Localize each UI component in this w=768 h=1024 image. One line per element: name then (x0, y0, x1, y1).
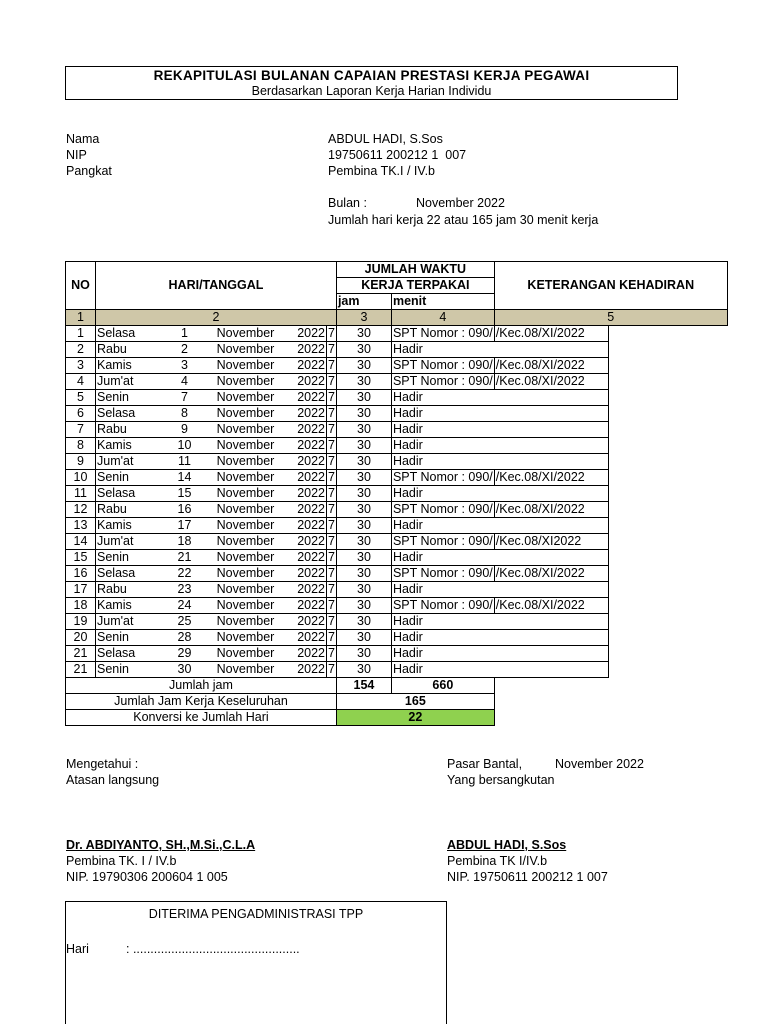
pegawai-pangkat: Pembina TK I/IV.b (447, 854, 548, 868)
row-tanggal: 4 (168, 374, 202, 390)
row-keterangan: SPT Nomor : 090/ (392, 374, 493, 388)
table-row (66, 342, 728, 358)
row-tanggal: 14 (168, 470, 202, 486)
row-jam: 7 (328, 390, 335, 404)
row-menit: 30 (336, 534, 391, 550)
row-jam: 7 (328, 550, 335, 564)
col-num-5: 5 (494, 310, 727, 326)
row-keterangan: Hadir (391, 550, 608, 566)
row-keterangan: Hadir (391, 454, 608, 470)
row-menit: 30 (336, 518, 391, 534)
row-no: 17 (66, 582, 96, 598)
row-tanggal: 30 (168, 662, 202, 678)
col-num-2: 2 (96, 310, 337, 326)
row-hari: Kamis (96, 518, 168, 534)
row-tahun: 2022 (290, 422, 327, 438)
empty-cell (494, 710, 727, 726)
row-tahun: 2022 (290, 342, 327, 358)
row-tahun: 2022 (290, 614, 327, 630)
table-row (66, 438, 728, 454)
row-bulan: November (202, 374, 290, 390)
row-keterangan: Hadir (391, 518, 608, 534)
row-keterangan: SPT Nomor : 090/ (392, 598, 493, 612)
row-jam: 7 (328, 470, 335, 484)
konversi-row (66, 710, 728, 726)
date-label: November 2022 (555, 757, 644, 771)
row-keterangan: Hadir (391, 406, 608, 422)
row-tahun: 2022 (290, 646, 327, 662)
row-keterangan-nomor: /Kec.08/XI/2022 (494, 598, 608, 614)
row-keterangan: SPT Nomor : 090/ (392, 566, 493, 580)
konversi-value: 22 (336, 710, 494, 726)
row-bulan: November (202, 486, 290, 502)
row-no: 7 (66, 422, 96, 438)
row-menit: 30 (336, 502, 391, 518)
row-no: 15 (66, 550, 96, 566)
row-menit: 30 (336, 630, 391, 646)
header-menit: menit (391, 294, 494, 310)
row-tahun: 2022 (290, 566, 327, 582)
table-row (66, 326, 728, 342)
row-menit: 30 (336, 326, 391, 342)
row-tanggal: 21 (168, 550, 202, 566)
row-menit: 30 (336, 486, 391, 502)
jumlah-hari-text: Jumlah hari kerja 22 atau 165 jam 30 menit kerja (328, 213, 599, 227)
table-row (66, 518, 728, 534)
konversi-label: Konversi ke Jumlah Hari (66, 710, 337, 726)
row-tanggal: 23 (168, 582, 202, 598)
row-menit: 30 (336, 454, 391, 470)
row-tahun: 2022 (290, 390, 327, 406)
row-menit: 30 (336, 662, 391, 678)
empty-cell (494, 694, 727, 710)
receipt-box (65, 901, 447, 1024)
row-bulan: November (202, 582, 290, 598)
row-tanggal: 18 (168, 534, 202, 550)
row-no: 21 (66, 646, 96, 662)
header-jumlah-waktu: JUMLAH WAKTU (336, 262, 494, 278)
row-keterangan: SPT Nomor : 090/ (392, 534, 493, 548)
row-hari: Rabu (96, 582, 168, 598)
row-no: 8 (66, 438, 96, 454)
row-jam: 7 (328, 406, 335, 420)
row-tanggal: 1 (168, 326, 202, 342)
row-hari: Jum'at (96, 534, 168, 550)
row-hari: Jum'at (96, 454, 168, 470)
row-tanggal: 25 (168, 614, 202, 630)
row-tanggal: 10 (168, 438, 202, 454)
row-jam: 7 (328, 662, 335, 676)
row-menit: 30 (336, 470, 391, 486)
table-row (66, 534, 728, 550)
atasan-label: Atasan langsung (66, 773, 160, 787)
row-tahun: 2022 (290, 374, 327, 390)
row-bulan: November (202, 438, 290, 454)
row-keterangan: SPT Nomor : 090/ (392, 358, 493, 372)
col-num-1: 1 (66, 310, 96, 326)
row-no: 5 (66, 390, 96, 406)
row-keterangan: Hadir (391, 646, 608, 662)
row-jam: 7 (328, 646, 335, 660)
table-row (66, 582, 728, 598)
row-jam: 7 (328, 502, 335, 516)
row-keterangan-nomor: /Kec.08/XI/2022 (494, 374, 608, 390)
row-keterangan: SPT Nomor : 090/ (392, 326, 493, 340)
row-hari: Kamis (96, 358, 168, 374)
row-bulan: November (202, 326, 290, 342)
row-bulan: November (202, 390, 290, 406)
row-tahun: 2022 (290, 454, 327, 470)
row-menit: 30 (336, 342, 391, 358)
row-jam: 7 (328, 598, 335, 612)
row-keterangan: SPT Nomor : 090/ (392, 502, 493, 516)
row-tanggal: 11 (168, 454, 202, 470)
row-keterangan: Hadir (391, 486, 608, 502)
row-jam: 7 (328, 534, 335, 548)
rekap-table (65, 261, 728, 726)
row-bulan: November (202, 598, 290, 614)
row-hari: Selasa (96, 486, 168, 502)
row-no: 14 (66, 534, 96, 550)
table-row (66, 454, 728, 470)
row-bulan: November (202, 342, 290, 358)
row-keterangan: Hadir (391, 342, 608, 358)
row-tahun: 2022 (290, 518, 327, 534)
row-tanggal: 15 (168, 486, 202, 502)
pegawai-name: ABDUL HADI, S.Sos (447, 838, 567, 852)
row-tanggal: 2 (168, 342, 202, 358)
row-keterangan: Hadir (391, 422, 608, 438)
row-menit: 30 (336, 390, 391, 406)
nama-value: ABDUL HADI, S.Sos (328, 132, 443, 146)
row-no: 4 (66, 374, 96, 390)
row-tanggal: 16 (168, 502, 202, 518)
row-tahun: 2022 (290, 486, 327, 502)
row-hari: Kamis (96, 598, 168, 614)
row-no: 1 (66, 326, 96, 342)
row-keterangan-nomor: /Kec.08/XI2022 (494, 534, 608, 550)
row-tanggal: 22 (168, 566, 202, 582)
row-jam: 7 (328, 630, 335, 644)
row-hari: Senin (96, 630, 168, 646)
row-tahun: 2022 (290, 502, 327, 518)
row-no: 16 (66, 566, 96, 582)
row-no: 19 (66, 614, 96, 630)
receipt-title: DITERIMA PENGADMINISTRASI TPP (148, 907, 364, 921)
col-num-3: 3 (336, 310, 391, 326)
row-hari: Rabu (96, 342, 168, 358)
empty-cell (494, 678, 727, 694)
row-no: 10 (66, 470, 96, 486)
row-tahun: 2022 (290, 470, 327, 486)
row-tahun: 2022 (290, 358, 327, 374)
nip-label: NIP (66, 148, 87, 162)
table-row (66, 550, 728, 566)
pegawai-nip: NIP. 19750611 200212 1 007 (447, 870, 608, 884)
column-number-row (66, 310, 728, 326)
row-tahun: 2022 (290, 406, 327, 422)
row-tanggal: 28 (168, 630, 202, 646)
yang-bersangkutan-label: Yang bersangkutan (447, 773, 555, 787)
row-jam: 7 (328, 358, 335, 372)
row-bulan: November (202, 470, 290, 486)
row-jam: 7 (328, 422, 335, 436)
row-keterangan-nomor: /Kec.08/XI/2022 (494, 502, 608, 518)
atasan-pangkat: Pembina TK. I / IV.b (66, 854, 177, 868)
row-no: 3 (66, 358, 96, 374)
row-tahun: 2022 (290, 534, 327, 550)
row-jam: 7 (328, 342, 335, 356)
row-keterangan: Hadir (391, 630, 608, 646)
row-tahun: 2022 (290, 326, 327, 342)
row-keterangan-nomor: /Kec.08/XI/2022 (494, 470, 608, 486)
row-jam: 7 (328, 438, 335, 452)
row-no: 9 (66, 454, 96, 470)
document-title: REKAPITULASI BULANAN CAPAIAN PRESTASI KERJA PEGAWAI (153, 68, 590, 83)
row-tanggal: 29 (168, 646, 202, 662)
row-hari: Selasa (96, 406, 168, 422)
row-tanggal: 9 (168, 422, 202, 438)
receipt-hari-label: Hari (66, 942, 89, 956)
row-jam: 7 (328, 374, 335, 388)
table-row (66, 470, 728, 486)
row-keterangan: SPT Nomor : 090/ (392, 470, 493, 484)
row-tanggal: 7 (168, 390, 202, 406)
row-jam: 7 (328, 614, 335, 628)
row-hari: Jum'at (96, 614, 168, 630)
row-hari: Kamis (96, 438, 168, 454)
total-jam-row (66, 678, 728, 694)
row-tanggal: 8 (168, 406, 202, 422)
row-bulan: November (202, 614, 290, 630)
row-keterangan-nomor: /Kec.08/XI/2022 (494, 326, 608, 342)
row-bulan: November (202, 422, 290, 438)
row-no: 6 (66, 406, 96, 422)
row-bulan: November (202, 502, 290, 518)
row-jam: 7 (328, 582, 335, 596)
receipt-hari-value: : ................................................ (126, 942, 300, 956)
row-bulan: November (202, 662, 290, 678)
row-bulan: November (202, 518, 290, 534)
header-jam: jam (336, 294, 391, 310)
row-tahun: 2022 (290, 598, 327, 614)
row-bulan: November (202, 454, 290, 470)
row-jam: 7 (328, 566, 335, 580)
row-menit: 30 (336, 550, 391, 566)
row-hari: Jum'at (96, 374, 168, 390)
table-row (66, 614, 728, 630)
row-menit: 30 (336, 358, 391, 374)
row-bulan: November (202, 630, 290, 646)
header-hari-tanggal: HARI/TANGGAL (96, 262, 337, 310)
row-hari: Senin (96, 550, 168, 566)
row-keterangan: Hadir (391, 662, 608, 678)
bulan-value: November 2022 (416, 196, 505, 210)
row-keterangan: Hadir (391, 614, 608, 630)
row-keterangan-nomor: /Kec.08/XI/2022 (494, 566, 608, 582)
table-row (66, 374, 728, 390)
row-tanggal: 24 (168, 598, 202, 614)
row-tahun: 2022 (290, 630, 327, 646)
row-no: 12 (66, 502, 96, 518)
col-num-4: 4 (391, 310, 494, 326)
row-tanggal: 17 (168, 518, 202, 534)
title-box (65, 66, 678, 100)
row-bulan: November (202, 406, 290, 422)
row-hari: Selasa (96, 646, 168, 662)
row-hari: Senin (96, 662, 168, 678)
row-hari: Senin (96, 470, 168, 486)
total-keseluruhan-row (66, 694, 728, 710)
total-menit-value: 660 (391, 678, 494, 694)
row-jam: 7 (328, 326, 335, 340)
row-hari: Rabu (96, 502, 168, 518)
place-label: Pasar Bantal, (447, 757, 523, 771)
row-bulan: November (202, 646, 290, 662)
table-row (66, 406, 728, 422)
row-bulan: November (202, 550, 290, 566)
row-tahun: 2022 (290, 662, 327, 678)
row-menit: 30 (336, 566, 391, 582)
total-jam-label: Jumlah jam (66, 678, 337, 694)
table-row (66, 630, 728, 646)
row-menit: 30 (336, 374, 391, 390)
row-hari: Selasa (96, 566, 168, 582)
row-menit: 30 (336, 422, 391, 438)
total-jam-value: 154 (336, 678, 391, 694)
mengetahui-label: Mengetahui : (66, 757, 139, 771)
row-jam: 7 (328, 486, 335, 500)
nip-value: 19750611 200212 1 007 (328, 148, 467, 162)
row-hari: Rabu (96, 422, 168, 438)
row-keterangan: Hadir (391, 390, 608, 406)
atasan-name: Dr. ABDIYANTO, SH.,M.Si.,C.L.A (66, 838, 256, 852)
document-subtitle: Berdasarkan Laporan Kerja Harian Individu (251, 84, 492, 98)
row-hari: Senin (96, 390, 168, 406)
pangkat-value: Pembina TK.I / IV.b (328, 164, 436, 178)
header-keterangan: KETERANGAN KEHADIRAN (494, 262, 727, 310)
row-tahun: 2022 (290, 550, 327, 566)
row-menit: 30 (336, 582, 391, 598)
nama-label: Nama (66, 132, 100, 146)
row-keterangan-nomor: /Kec.08/XI/2022 (494, 358, 608, 374)
row-tahun: 2022 (290, 582, 327, 598)
row-no: 20 (66, 630, 96, 646)
row-hari: Selasa (96, 326, 168, 342)
row-jam: 7 (328, 518, 335, 532)
row-no: 13 (66, 518, 96, 534)
row-jam: 7 (328, 454, 335, 468)
header-kerja-terpakai: KERJA TERPAKAI (336, 278, 494, 294)
row-no: 18 (66, 598, 96, 614)
total-keseluruhan-value: 165 (336, 694, 494, 710)
row-no: 11 (66, 486, 96, 502)
header-no: NO (66, 262, 96, 310)
row-bulan: November (202, 534, 290, 550)
row-bulan: November (202, 358, 290, 374)
row-keterangan: Hadir (391, 582, 608, 598)
table-row (66, 598, 728, 614)
row-menit: 30 (336, 438, 391, 454)
table-body (66, 326, 728, 678)
table-row (66, 486, 728, 502)
row-menit: 30 (336, 614, 391, 630)
row-no: 21 (66, 662, 96, 678)
table-row (66, 422, 728, 438)
row-bulan: November (202, 566, 290, 582)
pangkat-label: Pangkat (66, 164, 112, 178)
table-row (66, 646, 728, 662)
row-menit: 30 (336, 406, 391, 422)
total-keseluruhan-label: Jumlah Jam Kerja Keseluruhan (66, 694, 337, 710)
table-row (66, 566, 728, 582)
bulan-label: Bulan : (328, 196, 367, 210)
table-row (66, 358, 728, 374)
row-keterangan: Hadir (391, 438, 608, 454)
row-menit: 30 (336, 598, 391, 614)
row-tahun: 2022 (290, 438, 327, 454)
table-row (66, 502, 728, 518)
row-no: 2 (66, 342, 96, 358)
row-tanggal: 3 (168, 358, 202, 374)
table-row (66, 662, 728, 678)
atasan-nip: NIP. 19790306 200604 1 005 (66, 870, 228, 884)
row-menit: 30 (336, 646, 391, 662)
table-row (66, 390, 728, 406)
